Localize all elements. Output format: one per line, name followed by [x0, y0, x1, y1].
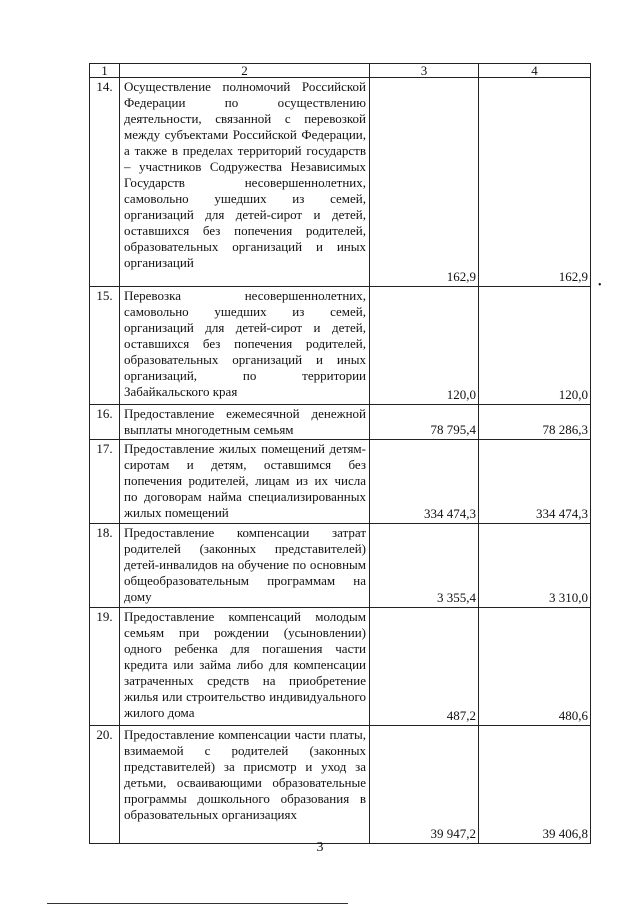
row-description: Предоставление компенсации затрат родителей (законных представителей) детей-инвалидов на обучение по основным общеобразовательным программам на дому	[120, 524, 370, 608]
row-value-col4: 78 286,3	[479, 405, 591, 440]
column-header-3: 3	[370, 64, 479, 78]
row-value-col4: 480,6	[479, 608, 591, 726]
header-row	[90, 64, 591, 78]
row-number: 18.	[90, 524, 120, 608]
row-description: Предоставление жилых помещений детям-сиротам и детям, оставшимся без попечения родителей, лицам из их числа по договорам найма специализированных жилых помещений	[120, 440, 370, 524]
row-value-col3: 120,0	[370, 287, 479, 405]
row-value-col3: 334 474,3	[370, 440, 479, 524]
column-header-1: 1	[90, 64, 120, 78]
row-value-col3: 78 795,4	[370, 405, 479, 440]
row-number: 15.	[90, 287, 120, 405]
row-value-col3: 162,9	[370, 78, 479, 287]
row-number: 19.	[90, 608, 120, 726]
table-row	[90, 440, 591, 524]
table-row	[90, 726, 591, 844]
table-row	[90, 78, 591, 287]
row-description: Предоставление ежемесячной денежной выплаты многодетным семьям	[120, 405, 370, 440]
footer-rule	[47, 903, 348, 904]
row-number: 20.	[90, 726, 120, 844]
row-description: Осуществление полномочий Российской Федерации по осуществлению деятельности, связанной с перевозкой между субъектами Российской Федерации, а также в пределах территорий государств – участников Содружества Независимых Государств несовершеннолетних, самовольно ушедших из семей, организаций для детей-сирот и детей, оставшихся без попечения родителей, образовательных организаций и иных организаций	[120, 78, 370, 287]
row-value-col4: 120,0	[479, 287, 591, 405]
row-number: 16.	[90, 405, 120, 440]
row-value-col3: 487,2	[370, 608, 479, 726]
row-description: Предоставление компенсации части платы, взимаемой с родителей (законных представителей) за присмотр и уход за детьми, осваивающими образовательные программы дошкольного образования в образовательных организациях	[120, 726, 370, 844]
table-row	[90, 405, 591, 440]
row-value-col4: 3 310,0	[479, 524, 591, 608]
table-row	[90, 287, 591, 405]
row-description: Перевозка несовершеннолетних, самовольно ушедших из семей, организаций для детей-сирот и детей, оставшихся без попечения родителей, образовательных организаций и иных организаций, по территории Забайкальского края	[120, 287, 370, 405]
budget-table	[89, 63, 591, 844]
row-number: 14.	[90, 78, 120, 287]
table-row	[90, 608, 591, 726]
column-header-4: 4	[479, 64, 591, 78]
row-value-col4: 39 406,8	[479, 726, 591, 844]
row-value-col4: 334 474,3	[479, 440, 591, 524]
row-value-col3: 39 947,2	[370, 726, 479, 844]
row-value-col4: 162,9	[479, 78, 591, 287]
row-number: 17.	[90, 440, 120, 524]
row-value-col3: 3 355,4	[370, 524, 479, 608]
margin-mark: •	[598, 280, 602, 291]
column-header-2: 2	[120, 64, 370, 78]
page-number: 3	[316, 840, 324, 855]
table-row	[90, 524, 591, 608]
row-description: Предоставление компенсаций молодым семьям при рождении (усыновлении) одного ребенка для погашения части кредита или займа либо для компенсации затраченных средств на приобретение жилья или строительство индивидуального жилого дома	[120, 608, 370, 726]
